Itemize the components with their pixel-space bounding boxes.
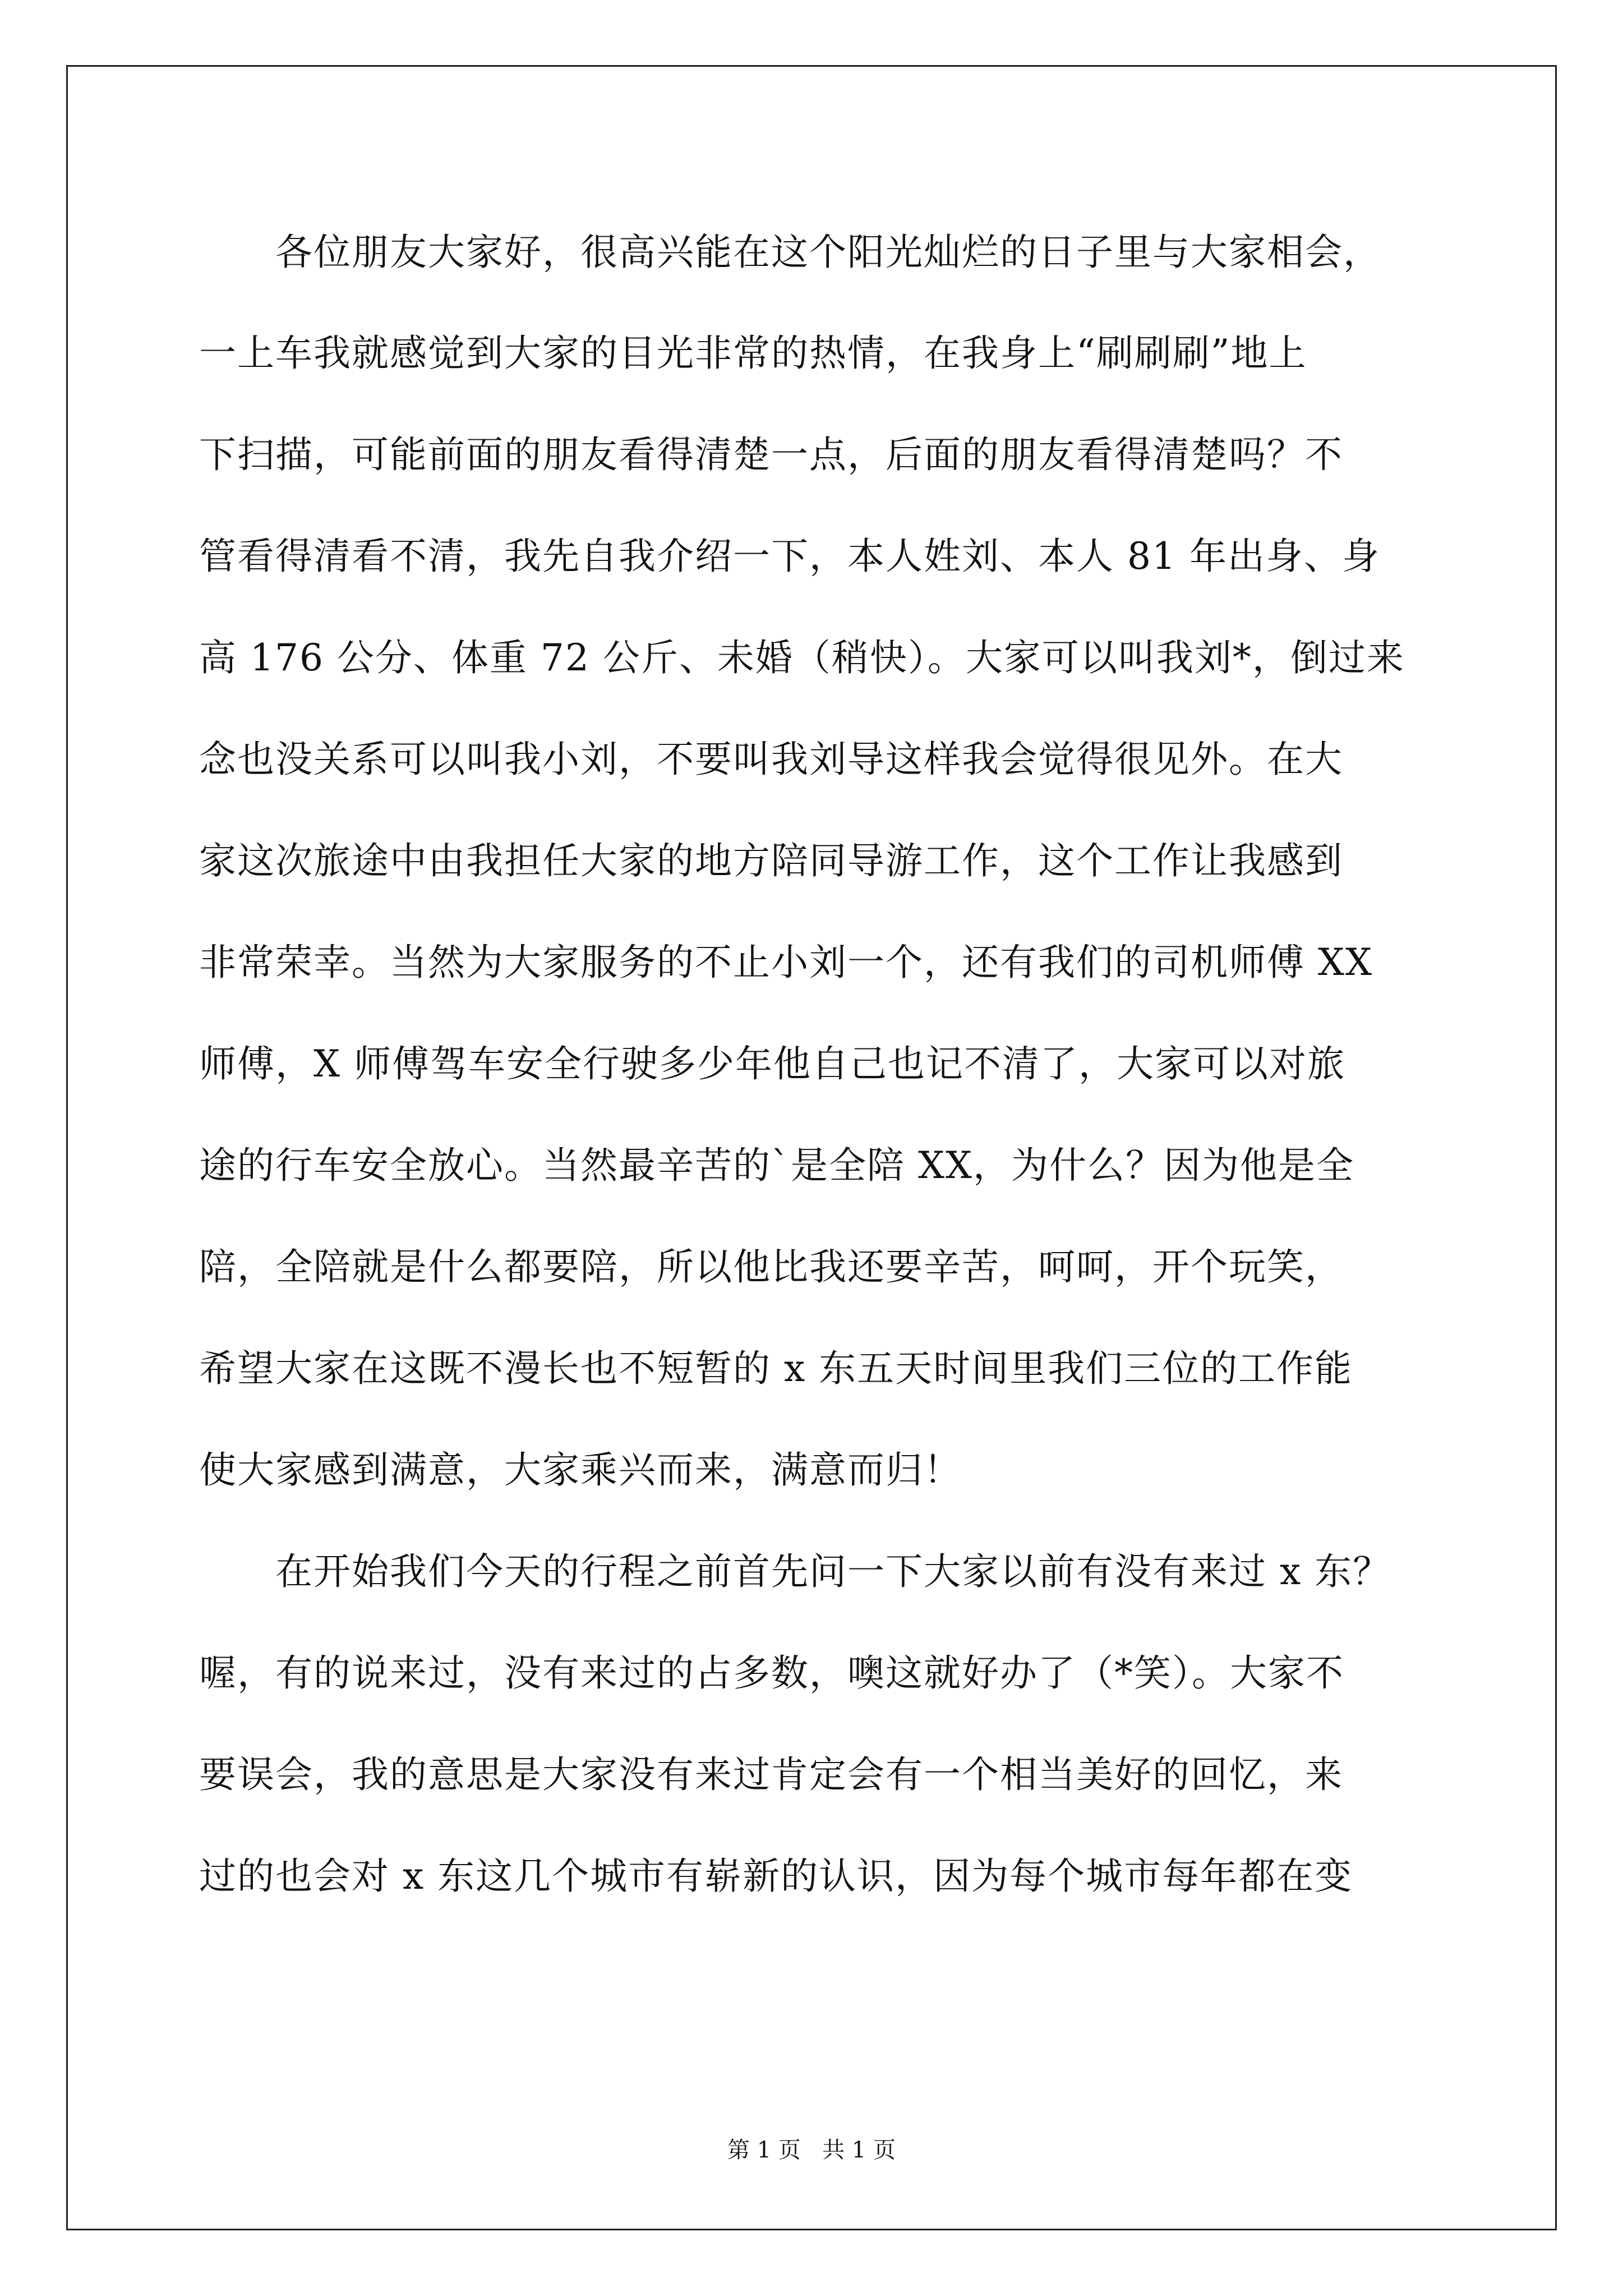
text-line: 管看得清看不清，我先自我介绍一下，本人姓刘、本人 81 年出身、身 [199, 535, 1380, 578]
text-line: 各位朋友大家好，很高兴能在这个阳光灿烂的日子里与大家相会， [199, 231, 1381, 274]
text-line: 一上车我就感觉到大家的目光非常的热情，在我身上“刷刷刷”地上 [199, 332, 1307, 375]
text-line: 喔，有的说来过，没有来过的占多数，噢这就好办了（*笑）。大家不 [199, 1651, 1344, 1695]
text-line: 非常荣幸。当然为大家服务的不止小刘一个，还有我们的司机师傅 XX [199, 941, 1373, 984]
text-line: 家这次旅途中由我担任大家的地方陪同导游工作，这个工作让我感到 [199, 839, 1343, 882]
text-line: 使大家感到满意，大家乘兴而来，满意而归！ [199, 1448, 962, 1492]
text-line: 在开始我们今天的行程之前首先问一下大家以前有没有来过 x 东？ [199, 1550, 1391, 1593]
text-line: 陪，全陪就是什么都要陪，所以他比我还要辛苦，呵呵，开个玩笑， [199, 1245, 1343, 1289]
text-line: 要误会，我的意思是大家没有来过肯定会有一个相当美好的回忆，来 [199, 1753, 1343, 1796]
page-footer: 第 1 页 共 1 页 [727, 2137, 896, 2163]
text-line: 途的行车安全放心。当然最辛苦的`是全陪 XX，为什么？因为他是全 [199, 1144, 1354, 1187]
text-line: 高 176 公分、体重 72 公斤、未婚（稍快）。大家可以叫我刘*，倒过来 [199, 636, 1405, 679]
text-line: 下扫描，可能前面的朋友看得清楚一点，后面的朋友看得清楚吗？不 [199, 433, 1343, 476]
text-line: 师傅，X 师傅驾车安全行驶多少年他自己也记不清了，大家可以对旅 [199, 1042, 1345, 1085]
text-line: 过的也会对 x 东这几个城市有崭新的认识，因为每个城市每年都在变 [199, 1855, 1353, 1898]
text-line: 希望大家在这既不漫长也不短暂的 x 东五天时间里我们三位的工作能 [199, 1347, 1353, 1390]
text-line: 念也没关系可以叫我小刘，不要叫我刘导这样我会觉得很见外。在大 [199, 738, 1343, 781]
